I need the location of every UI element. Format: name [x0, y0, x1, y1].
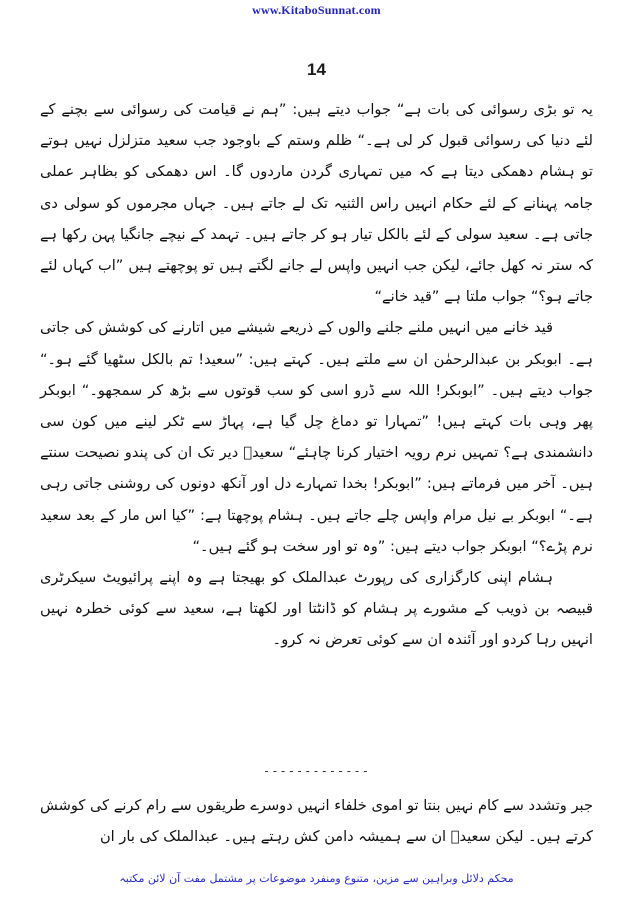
- section-separator: -------------: [263, 764, 370, 778]
- footer-tagline: محکم دلائل وبراہین سے مزین، متنوع ومنفرد موضوعات پر مشتمل مفت آن لائن مکتبہ: [119, 872, 514, 885]
- continuation-text-block: [40, 790, 593, 852]
- page-number: 14: [307, 60, 326, 79]
- paragraph-3: ہشام اپنی کارگزاری کی رپورٹ عبدالملک کو بھیجتا ہے وہ اپنے پرائیویٹ سیکرٹری قبیصہ بن ذویب کے مشورے پر ہشام کو ڈانٹتا اور لکھتا ہے، سعید سے کوئی خطرہ نہیں انہیں رہا کردو اور آئندہ ان سے کوئی تعرض نہ کرو۔: [40, 569, 593, 649]
- paragraph-4: جبر وتشدد سے کام نہیں بنتا تو اموی خلفاء انہیں دوسرے طریقوں سے رام کرنے کی کوشش کرتے ہیں۔ لیکن سعیدؒ ان سے ہمیشہ دامن کش رہتے ہیں۔ عبدالملک کی بار ان: [40, 797, 593, 846]
- main-text-block: [40, 94, 593, 656]
- paragraph-2: قید خانے میں انہیں ملنے جلنے والوں کے ذریعے شیشے میں اتارنے کی کوشش کی جاتی ہے۔ ابوبکر بن عبدالرحمٰن ان سے ملتے ہیں۔ کہتے ہیں: ”سعید! تم بالکل سٹھیا گئے ہو۔“ جواب دیتے ہیں۔ ”ابوبکر! اللہ سے ڈرو اسی کو سب قوتوں سے بڑھ کر سمجھو۔“ ابوبکر پھر وہی بات کہتے ہیں! ”تمہارا تو دماغ چل گیا ہے، پہاڑ سے ٹکر لینے میں کون سی دانشمندی ہے؟ تمہیں نرم رویہ اختیار کرنا چاہئے“ سعیدؒ دیر تک ان کی پندو نصیحت سنتے ہیں۔ آخر میں فرماتے ہیں: ”ابوبکر! بخدا تمہارے دل اور آنکھ دونوں کی روشنی جاتی رہی ہے۔“ ابوبکر بے نیل مرام واپس چلے جاتے ہیں۔ ہشام پوچھتا ہے: ”کیا اس مار کے بعد سعید نرم پڑے؟“ ابوبکر جواب دیتے ہیں: ”وہ تو اور سخت ہو گئے ہیں۔“: [40, 319, 594, 555]
- paragraph-1: یہ تو بڑی رسوائی کی بات ہے“ جواب دیتے ہیں: ”ہم نے قیامت کی رسوائی سے بچنے کے لئے دنیا کی رسوائی قبول کر لی ہے۔“ ظلم وستم کے باوجود جب سعید متزلزل نہیں ہوتے تو ہشام دھمکی دیتا ہے کہ میں تمہاری گردن ماردوں گا۔ اس دھمکی کو بظاہر عملی جامہ پہنانے کے لئے حکام انہیں راس الثنیہ تک لے جاتے ہیں۔ جہاں مجرموں کو سولی دی جاتی ہے۔ سعید سولی کے لئے بالکل تیار ہو کر جاتے ہیں۔ تہمد کے نیچے جانگیا پہن رکھا ہے کہ ستر نہ کھل جائے، لیکن جب انہیں واپس لے جانے لگتے ہیں تو پوچھتے ہیں ”اب کہاں لئے جاتے ہو؟“ جواب ملتا ہے ”قید خانے“: [40, 101, 593, 306]
- site-url-link[interactable]: www.KitaboSunnat.com: [252, 3, 381, 17]
